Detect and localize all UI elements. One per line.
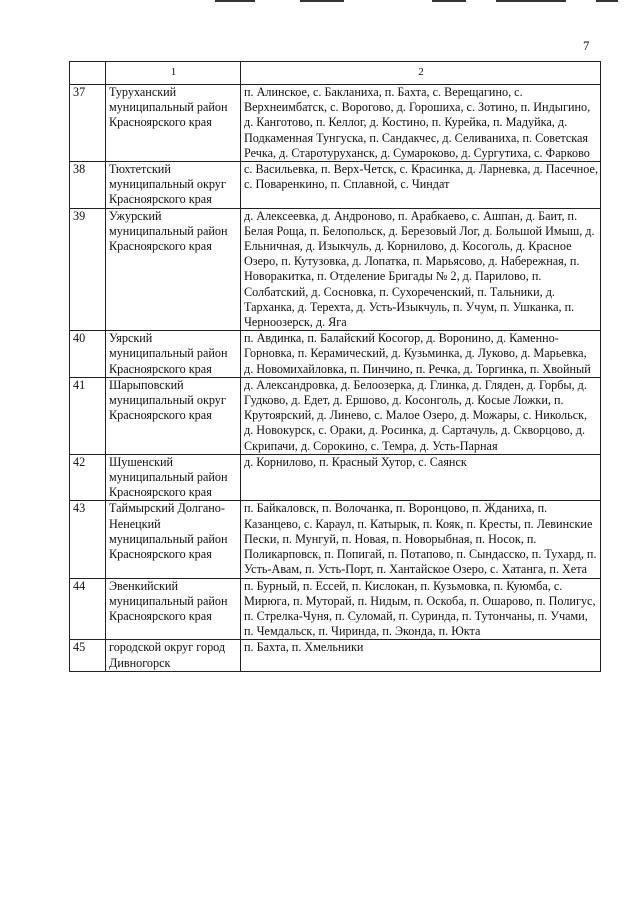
table-row <box>70 578 601 640</box>
municipality-name <box>106 454 241 501</box>
row-number: 43 <box>70 501 106 578</box>
municipality-name <box>106 501 241 578</box>
municipality-name-line: муниципальный район <box>109 593 228 608</box>
municipality-name-line: муниципальный район <box>109 223 228 238</box>
municipality-name-line: Ненецкий <box>109 516 161 531</box>
settlements-list: с. Васильевка, п. Верх-Четск, с. Красинка, д. Ларневка, д. Пасечное, с. Поваренкино, п. Сплавной, с. Чиндат <box>241 162 601 209</box>
municipality-name <box>106 162 241 209</box>
municipality-name <box>106 331 241 378</box>
municipality-name-line: муниципальный район <box>109 470 228 485</box>
municipality-name-line: Дивногорск <box>109 655 171 670</box>
page-number: 7 <box>583 38 590 53</box>
municipality-name-line: Красноярского края <box>109 361 212 376</box>
municipality-name-line: Красноярского края <box>109 485 212 500</box>
municipality-name <box>106 85 241 162</box>
table-body <box>70 85 601 672</box>
table-row <box>70 640 601 671</box>
municipality-name-line: Красноярского края <box>109 608 212 623</box>
municipality-name-line: муниципальный округ <box>109 177 226 192</box>
table-row <box>70 208 601 331</box>
municipality-name-line: муниципальный район <box>109 100 228 115</box>
table-row <box>70 501 601 578</box>
municipality-name-line: Красноярского края <box>109 115 212 130</box>
municipality-name-line: Красноярского края <box>109 408 212 423</box>
row-number: 41 <box>70 377 106 454</box>
settlements-list: д. Алексеевка, д. Андроново, п. Арабкаево, с. Ашпан, д. Баит, п. Белая Роща, п. Белопольск, д. Березовый Лог, д. Большой Имыш, д. Ельничная, д. Изыкчуль, д. Корнилово, д. Косоголь, д. Красное Озеро, п. Кутузовка, д. Лопатка, п. Марьясово, д. Набережная, п. Новоракитка, п. Отделение Бригады № 2, д. Парилово, п. Солбатский, д. Сосновка, п. Сухореченский, п. Тальники, д. Тарханка, д. Терехта, д. Усть-Изыкчуль, п. Учум, п. Ушканка, п. Черноозерск, д. Яга <box>241 208 601 331</box>
municipality-name <box>106 377 241 454</box>
settlements-list: п. Байкаловск, п. Волочанка, п. Воронцово, п. Жданиха, п. Казанцево, с. Караул, п. Катырык, п. Кояк, п. Кресты, п. Левинские Пески, п. Мунгуй, п. Новая, п. Новорыбная, п. Носок, п. Поликарповск, п. Попигай, п. Потапово, п. Сындасско, п. Тухард, п. Усть-Авам, п. Усть-Порт, п. Хантайское Озеро, с. Хатанга, п. Хета <box>241 501 601 578</box>
municipality-name-line: муниципальный район <box>109 531 228 546</box>
municipality-name-line: Шарыповский <box>109 377 184 392</box>
table-row <box>70 85 601 162</box>
municipality-name-line: Эвенкийский <box>109 578 179 593</box>
settlements-list: п. Авдинка, п. Балайский Косогор, д. Воронино, д. Каменно-Горновка, п. Керамический, д. Кузьминка, д. Луково, д. Марьевка, д. Новомихайловка, п. Пинчино, п. Речка, д. Торгинка, п. Хвойный <box>241 331 601 378</box>
municipality-name-line: Тюхтетский <box>109 162 171 177</box>
row-number: 45 <box>70 640 106 671</box>
settlements-table <box>69 61 601 672</box>
table-header-row <box>70 62 601 85</box>
table-row <box>70 162 601 209</box>
municipality-name <box>106 640 241 671</box>
header-col-num <box>70 62 106 85</box>
table-row <box>70 454 601 501</box>
municipality-name-line: Туруханский <box>109 85 177 99</box>
header-col-settlements: 2 <box>241 62 601 85</box>
row-number: 40 <box>70 331 106 378</box>
municipality-name-line: городской округ город <box>109 640 226 655</box>
municipality-name-line: Ужурский <box>109 208 162 223</box>
settlements-list: п. Бурный, п. Ессей, п. Кислокан, п. Кузьмовка, п. Куюмба, с. Мирюга, п. Муторай, п. Нидым, п. Оскоба, п. Ошарово, п. Полигус, п. Стрелка-Чуня, п. Суломай, п. Суринда, п. Тутончаны, п. Учами, п. Чемдальск, п. Чиринда, п. Эконда, п. Юкта <box>241 578 601 640</box>
table-row <box>70 377 601 454</box>
row-number: 37 <box>70 85 106 162</box>
settlements-list: п. Бахта, п. Хмельники <box>241 640 601 671</box>
municipality-name-line: муниципальный округ <box>109 393 226 408</box>
municipality-name-line: Уярский <box>109 331 153 346</box>
municipality-name-line: Таймырский Долгано- <box>109 501 225 516</box>
settlements-list: д. Александровка, д. Белоозерка, д. Глинка, д. Гляден, д. Горбы, д. Гудково, д. Едет, д. Ершово, д. Косонголь, д. Косые Ложки, п. Крутоярский, д. Линево, с. Малое Озеро, д. Можары, с. Никольск, д. Новокурск, с. Ораки, д. Росинка, д. Сартачуль, д. Скворцово, д. Скрипачи, д. Сорокино, с. Темра, д. Усть-Парная <box>241 377 601 454</box>
settlements-list: д. Корнилово, п. Красный Хутор, с. Саянск <box>241 454 601 501</box>
row-number: 39 <box>70 208 106 331</box>
settlements-list: п. Алинское, с. Бакланиха, п. Бахта, с. Верещагино, с. Верхнеимбатск, с. Ворогово, д. Горошиха, с. Зотино, п. Индыгино, д. Канготово, п. Келлог, д. Костино, п. Курейка, п. Мадуйка, д. Подкаменная Тунгуска, п. Сандакчес, д. Селиваниха, п. Советская Речка, д. Старотуруханск, д. Сумароково, д. Сургутиха, с. Фарково <box>241 85 601 162</box>
municipality-name-line: Красноярского края <box>109 547 212 562</box>
municipality-name-line: Красноярского края <box>109 192 212 207</box>
table-row <box>70 331 601 378</box>
row-number: 38 <box>70 162 106 209</box>
municipality-name-line: муниципальный район <box>109 346 228 361</box>
row-number: 44 <box>70 578 106 640</box>
header-col-name: 1 <box>106 62 241 85</box>
municipality-name <box>106 208 241 331</box>
municipality-name-line: Шушенский <box>109 454 174 469</box>
municipality-name-line: Красноярского края <box>109 239 212 254</box>
row-number: 42 <box>70 454 106 501</box>
municipality-name <box>106 578 241 640</box>
scan-marks <box>0 0 634 4</box>
